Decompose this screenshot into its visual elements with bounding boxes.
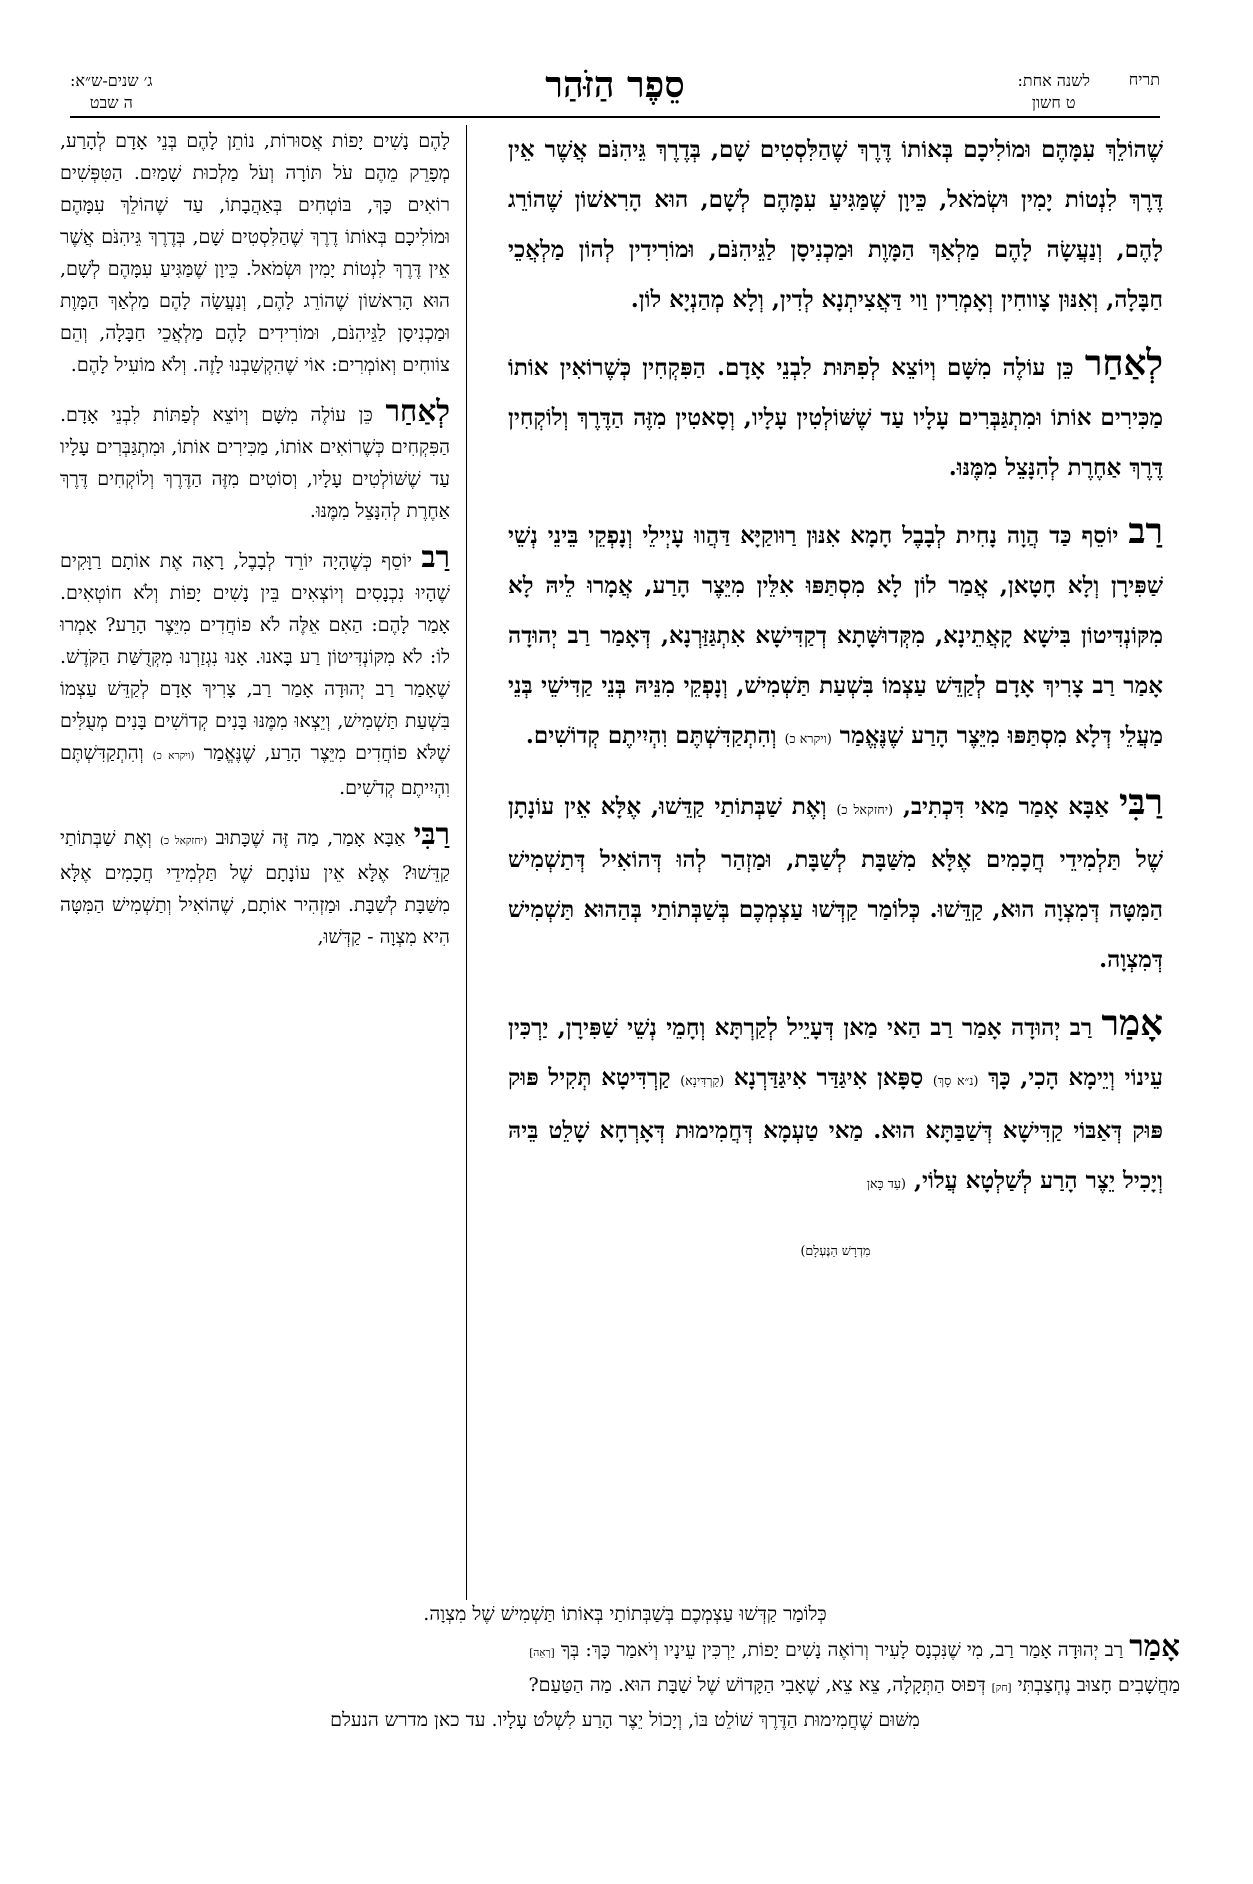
paragraph-lead-word: לְאַחַר bbox=[385, 393, 450, 428]
source-reference: [חק] bbox=[991, 1682, 1012, 1694]
bottom-line-2: אָמַר רַב יְהוּדָה אָמַר רַב, מִי שֶׁנִּכְנָס לָעִיר וְרוֹאֶה נָשִׁים יָפוֹת, יַרְכִּין עֵינָיו וְיֹאמַר כָּךְ: בְּךָ [רְאֵה] bbox=[529, 1628, 1180, 1663]
main-paragraph-5: אָמַר רַב יְהוּדָה אָמַר רַב הַאי מַאן דְּעָיֵיל לְקַרְתָּא וְחָמֵי נְשֵׁי שַׁפִּירָן, יַרְכִּין עֵינוֹי וְיֵימָא הָכִי, כָּךְ (נ״א סָךְ) סַפָּאן אִיגַּדַּר אִיגַּדַּרְנָא (קַרְדִּינָא) קַרְדִּיטָא תְּקִיל פּוּק פּוּק דְּאַבּוֹי קַדִּישָׁא דְּשַׁבַּתָּא הוּא. מַאי טַעְמָא דְּחֲמִימוּת דְּאָרְחָא שָׁלֵט בֵּיהּ וְיָכִיל יֵצֶר הָרַע לְשַׁלְטָא עֲלוֹי, (עַד כָּאן bbox=[508, 1003, 1163, 1194]
source-reference: (ויקרא כ) bbox=[784, 731, 832, 746]
paragraph-lead-word: אָמַר bbox=[1101, 1003, 1163, 1044]
source-reference: (ויקרא כ) bbox=[152, 750, 195, 762]
main-column bbox=[508, 125, 1163, 1290]
main-paragraph-4: רַבִּי אַבָּא אָמַר מַאי דִּכְתִיב, (יחזקאל כ) וְאֶת שַׁבְּתוֹתַי קַדֵּשׁוּ, אֶלָּא אֵין עוֹנָתָן שֶׁל תַּלְמִידֵי חֲכָמִים אֶלָּא מִשַּׁבָּת לְשַׁבָּת, וּמַזְהַר לְהוּ דְּהוֹאִיל דְּתַשְׁמִישׁ הַמִּטָּה דְּמִצְוָה הוּא, קַדֵּשׁוּ. כְּלוֹמַר קַדְּשׁוּ עַצְמְכֶם בְּשַׁבְּתוֹתַי בְּהַהוּא תַּשְׁמִישׁ דְּמִצְוָה. bbox=[508, 782, 1163, 973]
paragraph-lead-word: רַב bbox=[1128, 511, 1163, 552]
three-year-label: ג׳ שנים-ש״א: bbox=[70, 71, 153, 90]
three-year-schedule bbox=[70, 70, 153, 114]
source-reference: מִדְרָשׁ הַנֶּעְלָם) bbox=[800, 1243, 871, 1258]
one-year-date: ט חשון bbox=[1031, 93, 1076, 112]
column-separator bbox=[466, 125, 467, 1600]
source-reference: (יחזקאל כ) bbox=[836, 802, 894, 817]
three-year-date: ה שבט bbox=[89, 93, 133, 112]
main-closing bbox=[508, 1223, 1163, 1276]
source-reference: (יחזקאל כ) bbox=[159, 835, 208, 847]
bottom-line-4: מִשּׁוּם שֶׁחֲמִימוּת הַדֶּרֶךְ שׁוֹלֵט בּוֹ, וְיָכוֹל יֵצֶר הָרַע לִשְׁלֹט עָלָיו. עד כאן מדרש הנעלם bbox=[330, 1709, 920, 1731]
paragraph-lead-word: רַב bbox=[421, 539, 450, 574]
main-paragraph-3: רַב יוֹסֵף כַּד הֲוָה נָחִית לְבָבֶל חָמָא אִנּוּן רַוּוקַיָּא דַּהֲווּ עָיְילֵי וְנָפְקֵי בֵּינֵי נְשֵׁי שַׁפִּירָן וְלָא חָטָאן, אֲמַר לוֹן לָא מִסְתַּפּוּ אִלֵּין מִיֵּצֶר הָרַע, אֲמָרוּ לֵיהּ לָא מִקּוֹנְדִּיטוֹן בִּישָׁא קָאֲתֵינָא, מִקְּדוּשָּׁתָא דְקַדִּישָׁא אִתְגַּזַּרְנָא, דְּאָמַר רַב יְהוּדָה אָמַר רַב צָרִיךְ אָדָם לְקַדֵּשׁ עַצְמוֹ בִּשְׁעַת תַּשְׁמִישׁ, וְנָפְקֵי מִנֵּיהּ בְּנֵי קַדִּישֵׁי בְּנֵי מַעֲלֵי דְּלָא מִסְתַּפּוּ מִיֵּצֶר הָרַע שֶׁנֶּאֱמַר (ויקרא כ) וְהִתְקַדִּשְׁתֶּם וִהְיִיתֶם קְדוֹשִׁים. bbox=[508, 511, 1163, 749]
paragraph-lead-word: רַבִּי bbox=[1118, 782, 1163, 823]
paragraph-lead-word: רַבִּי bbox=[413, 816, 450, 851]
side-paragraph-3: רַב יוֹסֵף כְּשֶׁהָיָה יוֹרֵד לְבָבֶל, רָאָה אֶת אוֹתָם רַוָּקִים שֶׁהָיוּ נִכְנָסִים וְיוֹצְאִים בֵּין נָשִׁים יָפוֹת וְלֹא חוֹטְאִים. אָמַר לָהֶם: הַאִם אֵלֶּה לֹא פוֹחֲדִים מִיֵּצֶר הָרַע? אָמְרוּ לוֹ: לֹא מִקּוֹנְדִּיטוֹן רַע בָּאנוּ. אָנוּ נִגְזַרְנוּ מִקְּדֻשַּׁת הַקֹּדֶשׁ. שֶׁאָמַר רַב יְהוּדָה אָמַר רַב, צָרִיךְ אָדָם לְקַדֵּשׁ עַצְמוֹ בִּשְׁעַת תַּשְׁמִישׁ, וְיֵצְאוּ מִמֶּנּוּ בָּנִים קְדוֹשִׁים בָּנִים מְעֻלִּים שֶׁלֹּא פוֹחֲדִים מִיֵּצֶר הָרַע, שֶׁנֶּאֱמַר (ויקרא כ) וְהִתְקַדִּשְׁתֶּם וִהְיִיתֶם קְדֹשִׁים. bbox=[60, 539, 450, 799]
source-reference: (נ״א סָךְ) bbox=[932, 1073, 979, 1088]
one-year-label: לשנה אחת: bbox=[1017, 71, 1090, 90]
side-paragraph-4: רַבִּי אַבָּא אָמַר, מַה זֶּה שֶׁכָּתוּב (יחזקאל כ) וְאֶת שַׁבְּתוֹתַי קַדֵּשׁוּ? אֶלָּא אֵין עוֹנָתָם שֶׁל תַּלְמִידֵי חֲכָמִים אֶלָּא מִשַּׁבָּת לְשַׁבָּת. וּמַזְהִיר אוֹתָם, שֶׁהוֹאִיל וְתַשְׁמִישׁ הַמִּטָּה הִיא מִצְוָה - קַדְּשׁוּ, bbox=[60, 816, 450, 948]
translation-column bbox=[60, 125, 450, 967]
source-reference: (עַד כָּאן bbox=[866, 1176, 906, 1191]
main-paragraph-1: שֶׁהוֹלֵךְ עִמָּהֶם וּמוֹלִיכָם בְּאוֹתוֹ דֶּרֶךְ שֶׁהַלִּסְטִים שָׁם, בְּדֶרֶךְ גֵּיהִנֹּם אֲשֶׁר אֵין דֶּרֶךְ לִנְטוֹת יָמִין וּשְׂמֹאל, כֵּיוָן שֶׁמַּגִּיעַ עִמָּהֶם לְשָׁם, הוּא הָרִאשׁוֹן שֶׁהוֹרֵג לָהֶם, וְנַעֲשָׂה לָהֶם מַלְאַךְ הַמָּוֶת וּמַכְנִיסָן לַגֵּיהִנֹּם, וּמוֹרִידִין לְהוֹן מַלְאֲכֵי חַבָּלָה, וְאִנּוּן צָווחִין וְאָמְרִין וַוי דַּאֲצִיתְנָא לְדִין, וְלָא מְהַנְיָא לוֹן. bbox=[508, 136, 1163, 313]
source-reference: (קַרְדִּינָא) bbox=[680, 1073, 725, 1088]
main-paragraph-2: לְאַחַר כֵּן עוֹלֶה מִשָּׁם וְיוֹצֵא לְפִתּוּת לִבְנֵי אָדָם. הַפִּקְחִין כְּשֶׁרוֹאִין אוֹתוֹ מַכִּירִים אוֹתוֹ וּמִתְגַּבְּרִים עָלָיו עַד שֶׁשּׁוֹלְטִין עָלָיו, וְסָאטִין מִזֶּה הַדֶּרֶךְ וְלוֹקְחִין דֶּרֶךְ אַחֶרֶת לְהִנָּצֵל מִמֶּנּוּ. bbox=[508, 343, 1163, 481]
side-paragraph-2: לְאַחַר כֵּן עוֹלֶה מִשָּׁם וְיוֹצֵא לְפַתּוֹת לִבְנֵי אָדָם. הַפִּקְחִים כְּשֶׁרוֹאִים אוֹתוֹ, מַכִּירִים אוֹתוֹ, וּמִתְגַּבְּרִים עָלָיו עַד שֶׁשּׁוֹלְטִים עָלָיו, וְסוֹטִים מִזֶּה הַדֶּרֶךְ וְלוֹקְחִים דֶּרֶךְ אַחֶרֶת לְהִנָּצֵל מִמֶּנּוּ. bbox=[60, 393, 450, 522]
page-number: תריח bbox=[1128, 70, 1160, 89]
bottom-line-3: מַחֲשָׁבִים חָצוּב נֶחְצַבְתִּי [חק] דְּפוּס הַתְּקָלָה, צֵא צֵא, שֶׁאָבִי הַקָּדוֹשׁ שֶׁל שַׁבָּת הוּא. מַה הַטַּעַם? bbox=[528, 1674, 1180, 1696]
paragraph-lead-word: אָמַר bbox=[1129, 1628, 1180, 1663]
header-rule bbox=[70, 116, 1160, 118]
bottom-continuation bbox=[70, 1598, 1180, 1736]
side-paragraph-1: לָהֶם נָשִׁים יָפוֹת אֲסוּרוֹת, נוֹתֵן לָהֶם בְּנֵי אָדָם לְהָרַע, מְפָרֵק מֵהֶם עֹל תּוֹרָה וְעֹל מַלְכוּת שָׁמַיִם. הַטִּפְּשִׁים רוֹאִים כָּךְ, בּוֹטְחִים בְּאַהֲבָתוֹ, עַד שֶׁהוֹלֵךְ עִמָּהֶם וּמוֹלִיכָם בְּאוֹתוֹ דֶרֶךְ שֶׁהַלִּסְטִים שָׁם, בְּדֶרֶךְ גֵּיהִנֹּם אֲשֶׁר אֵין דֶּרֶךְ לִנְטוֹת יָמִין וּשְׂמֹאל. כֵּיוָן שֶׁמַּגִּיעַ עִמָּהֶם לְשָׁם, הוּא הָרִאשׁוֹן שֶׁהוֹרֵג לָהֶם, וְנַעֲשָׂה לָהֶם מַלְאַךְ הַמָּוֶת וּמַכְנִיסָן לַגֵּיהִנֹּם, וּמוֹרִידִים לָהֶם מַלְאֲכֵי חַבָּלָה, וְהֵם צוֹוחִים וְאוֹמְרִים: אוֹי שֶׁהִקְשַׁבְנוּ לָזֶה. וְלֹא מוֹעִיל לָהֶם. bbox=[60, 130, 450, 376]
book-title: סֵפֶר הַזֹּהַר bbox=[545, 64, 685, 106]
paragraph-lead-word: לְאַחַר bbox=[1084, 343, 1163, 384]
source-reference: [רְאֵה] bbox=[529, 1647, 555, 1659]
bottom-line-1: כְּלוֹמַר קַדְּשׁוּ עַצְמְכֶם בְּשַׁבְּתוֹתַי בְּאוֹתוֹ תַּשְׁמִישׁ שֶׁל מִצְוָה. bbox=[423, 1603, 827, 1625]
